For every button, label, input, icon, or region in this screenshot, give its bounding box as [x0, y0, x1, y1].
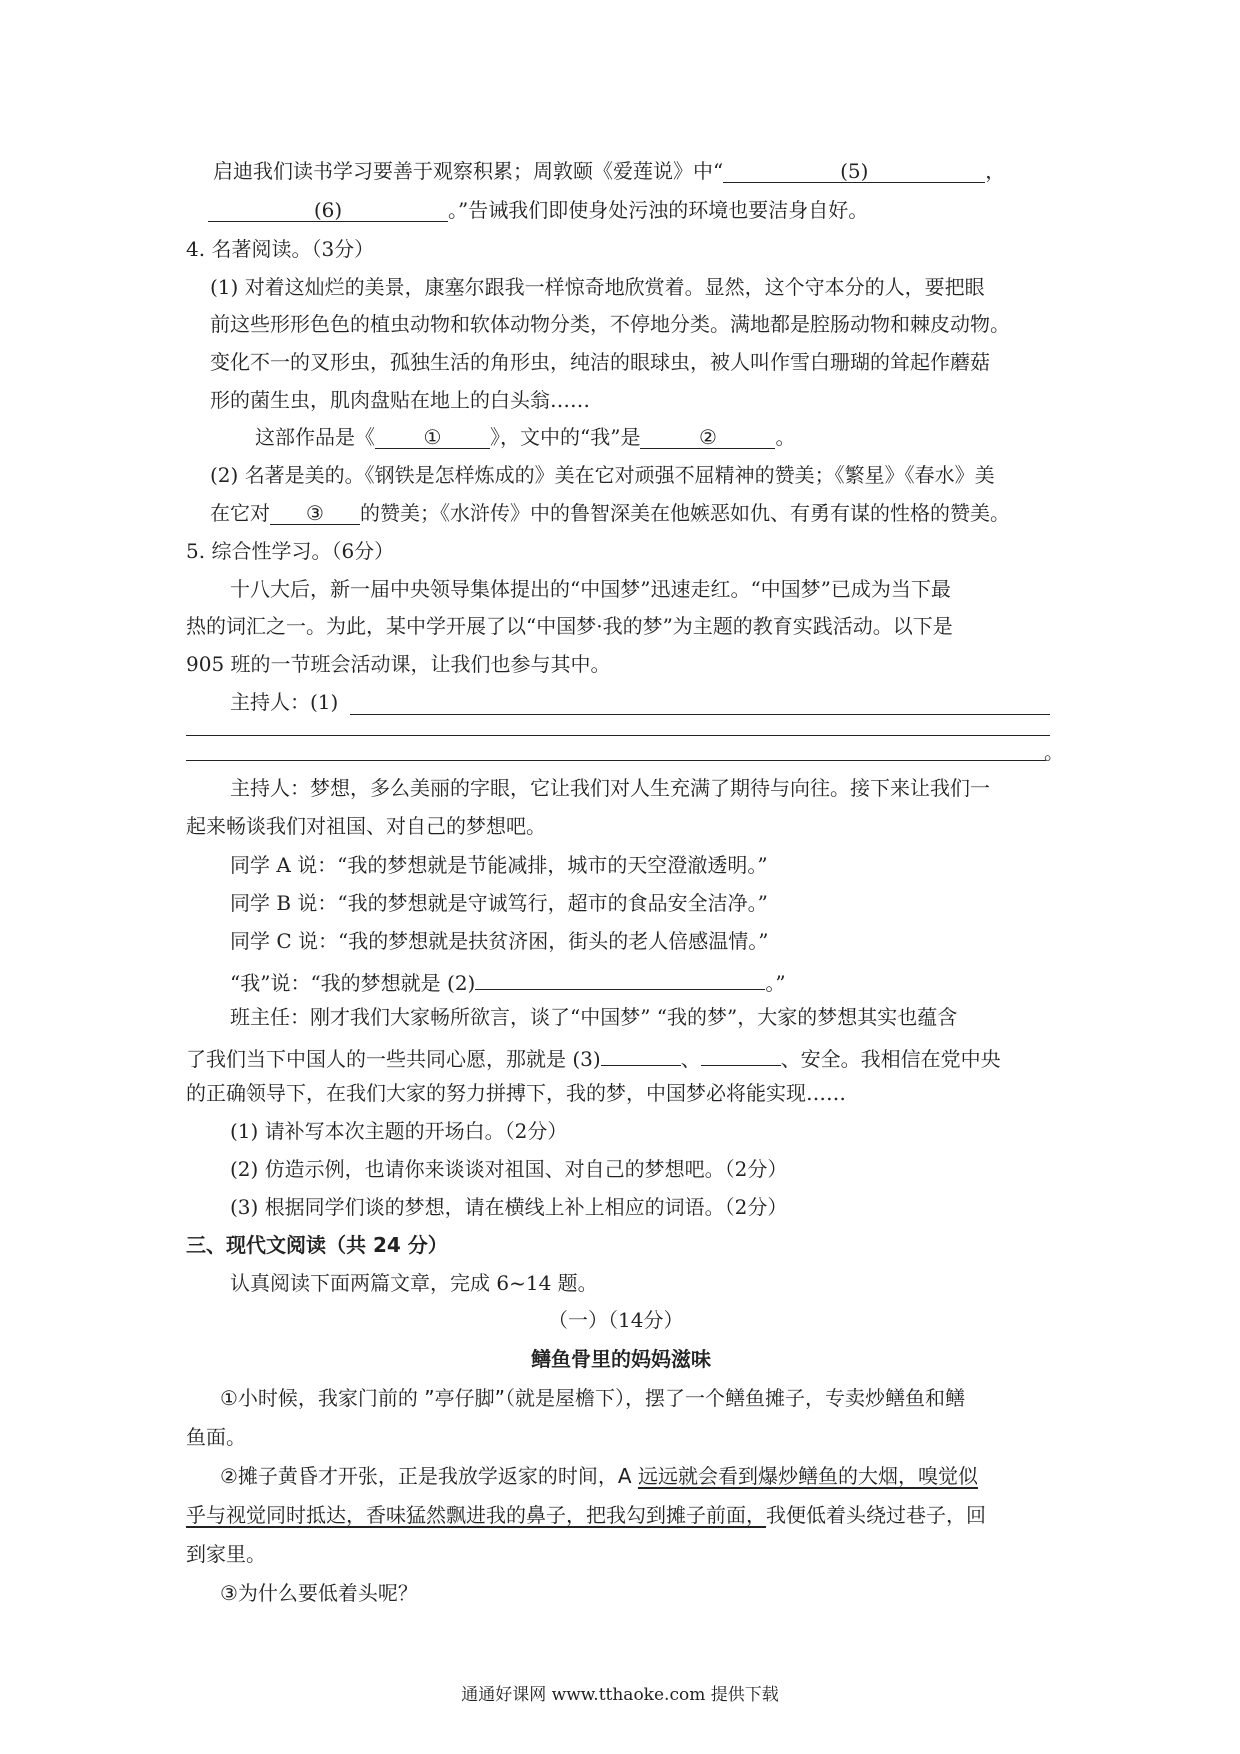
q4-p1-question	[255, 423, 795, 451]
q4-p1-question-end: 。	[775, 425, 796, 449]
q5-task3: (3) 根据同学们谈的梦想，请在横线上补上相应的词语。（2分）	[230, 1195, 788, 1219]
underlined-sentence-a-part2: 乎与视觉同时抵达，香味猛然飘进我的鼻子，把我勾到摊子前面，	[186, 1503, 766, 1527]
answer-blank-2[interactable]	[640, 424, 775, 449]
q5-task1: (1) 请补写本次主题的开场白。（2分）	[230, 1119, 568, 1143]
q4-p2-line2	[210, 499, 1010, 527]
q5-teacher-line1: 班主任：刚才我们大家畅所欲言，谈了“中国梦” “我的梦”，大家的梦想其实也蕴含	[230, 1005, 958, 1029]
q5-intro-line1: 十八大后，新一届中央领导集体提出的“中国梦”迅速走红。“中国梦”已成为当下最	[230, 577, 951, 601]
answer-line-opening-2[interactable]	[186, 735, 1050, 736]
section3-heading: 三、现代文阅读（共 24 分）	[186, 1233, 448, 1257]
answer-line-opening-3[interactable]	[186, 760, 1046, 761]
answer-line-opening-1[interactable]	[350, 714, 1050, 715]
q5-host-opening-label: 主持人：(1)	[230, 690, 339, 714]
article-title: 鳝鱼骨里的妈妈滋味	[531, 1347, 711, 1371]
q4-p1-line3: 变化不一的叉形虫，孤独生活的角形虫，纯洁的眼球虫，被人叫作雪白珊瑚的耸起作蘑菇	[210, 350, 990, 374]
article-para2-line3: 到家里。	[186, 1542, 266, 1566]
blank-label-1: ①	[423, 425, 442, 449]
article-para2-line1	[220, 1462, 978, 1490]
underlined-sentence-a-part1: 远远就会看到爆炒鳝鱼的大烟，嗅觉似	[637, 1464, 978, 1488]
article-para2-line2-suffix: 我便低着头绕过巷子，回	[766, 1503, 986, 1527]
q5-student-a: 同学 A 说：“我的梦想就是节能减排，城市的天空澄澈透明。”	[230, 853, 768, 877]
q5-me-line	[230, 965, 786, 997]
q4-p1-line4: 形的菌生虫，肌肉盘贴在地上的白头翁……	[210, 388, 590, 412]
article-para2-prefix: ②摊子黄昏才开张，正是我放学返家的时间，A	[220, 1464, 638, 1488]
q3-line2-suffix: 。”告诫我们即使身处污浊的环境也要洁身自好。	[448, 198, 869, 222]
q5-me-suffix: 。”	[765, 971, 786, 995]
answer-blank-wish-2[interactable]	[701, 1041, 781, 1066]
q5-host2-line1: 主持人：梦想，多么美丽的字眼，它让我们对人生充满了期待与向往。接下来让我们一	[230, 776, 990, 800]
answer-blank-6[interactable]	[208, 197, 448, 222]
page-footer: 通通好课网 www.tthaoke.com 提供下载	[461, 1685, 779, 1705]
q5-intro-line2: 热的词汇之一。为此，某中学开展了以“中国梦·我的梦”为主题的教育实践活动。以下是	[186, 614, 953, 638]
q5-teacher-line2-sep: 、	[680, 1047, 701, 1071]
q3-line1-suffix: ，	[985, 159, 1006, 183]
q5-heading: 5. 综合性学习。（6分）	[186, 539, 395, 563]
q3-line2	[208, 196, 868, 224]
section3-instruction: 认真阅读下面两篇文章，完成 6~14 题。	[230, 1271, 598, 1295]
answer-blank-wish-1[interactable]	[601, 1041, 681, 1066]
q5-student-c: 同学 C 说：“我的梦想就是扶贫济困，街头的老人倍感温情。”	[230, 929, 769, 953]
q4-p2-line1: (2) 名著是美的。《钢铁是怎样炼成的》美在它对顽强不屈精神的赞美；《繁星》《春水》美	[210, 463, 995, 487]
q4-p2-line2-prefix: 在它对	[210, 501, 270, 525]
q5-student-b: 同学 B 说：“我的梦想就是守诚笃行，超市的食品安全洁净。”	[230, 891, 768, 915]
q4-p1-question-mid: 》，文中的“我”是	[490, 425, 641, 449]
article-para1-line1: ①小时候，我家门前的 ”亭仔脚”（就是屋檐下），摆了一个鳝鱼摊子，专卖炒鳝鱼和鳝	[220, 1386, 966, 1410]
section3-part1-label: （一）（14分）	[548, 1308, 684, 1332]
q5-me-prefix: “我”说：“我的梦想就是 (2)	[230, 971, 476, 995]
q4-p1-question-prefix: 这部作品是《	[255, 425, 375, 449]
article-para3: ③为什么要低着头呢？	[220, 1581, 418, 1605]
q5-host-opening-end: 。	[1044, 740, 1064, 764]
blank-label-6: (6)	[313, 198, 343, 222]
q5-host2-line2: 起来畅谈我们对祖国、对自己的梦想吧。	[186, 814, 546, 838]
answer-blank-1[interactable]	[375, 424, 490, 449]
q5-teacher-line2-suffix: 、安全。我相信在党中央	[780, 1047, 1001, 1071]
q3-line1	[213, 157, 1005, 185]
q4-p2-line2-suffix: 的赞美；《水浒传》中的鲁智深美在他嫉恶如仇、有勇有谋的性格的赞美。	[360, 501, 1010, 525]
q5-teacher-line2-prefix: 了我们当下中国人的一些共同心愿，那就是 (3)	[186, 1047, 601, 1071]
blank-label-3: ③	[306, 501, 324, 525]
q5-teacher-line2	[186, 1041, 1001, 1073]
blank-label-2: ②	[698, 425, 717, 449]
q4-p1-line2: 前这些形形色色的植虫动物和软体动物分类，不停地分类。满地都是腔肠动物和棘皮动物。	[210, 312, 1010, 336]
blank-label-5: (5)	[840, 159, 869, 183]
q5-intro-line3: 905 班的一节班会活动课，让我们也参与其中。	[186, 652, 611, 676]
answer-blank-5[interactable]	[723, 158, 985, 183]
q4-heading: 4. 名著阅读。（3分）	[186, 237, 375, 261]
answer-blank-3[interactable]	[270, 500, 360, 525]
q5-teacher-line3: 的正确领导下，在我们大家的努力拼搏下，我的梦，中国梦必将能实现……	[186, 1081, 846, 1105]
article-para1-line2: 鱼面。	[186, 1425, 246, 1449]
article-para2-line2	[186, 1501, 986, 1529]
q3-line1-prefix: 启迪我们读书学习要善于观察积累；周敦颐《爱莲说》中“	[213, 159, 724, 183]
q5-task2: (2) 仿造示例，也请你来谈谈对祖国、对自己的梦想吧。（2分）	[230, 1157, 788, 1181]
answer-blank-dream[interactable]	[475, 965, 765, 990]
q4-p1-line1: (1) 对着这灿烂的美景，康塞尔跟我一样惊奇地欣赏着。显然，这个守本分的人，要把眼	[210, 275, 985, 299]
